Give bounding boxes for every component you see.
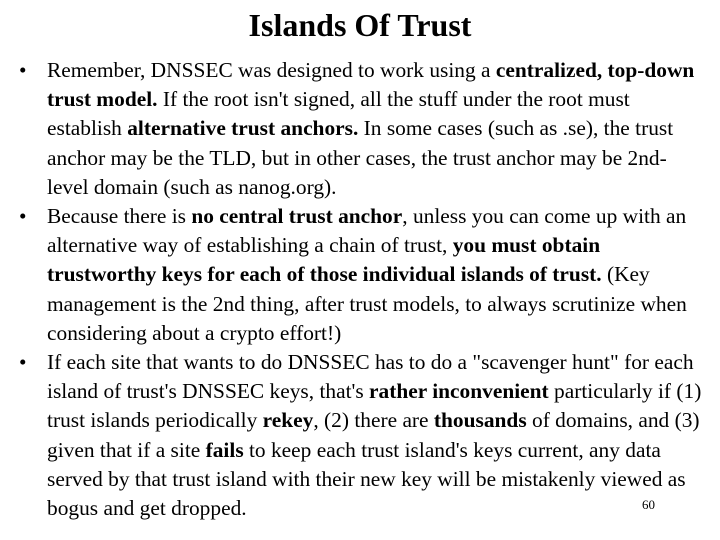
slide-title: Islands Of Trust bbox=[248, 7, 472, 43]
bullet-bold-text: fails bbox=[205, 437, 244, 462]
bullet-bold-text: centralized, top-down trust model. bbox=[47, 58, 695, 112]
bullet-text: to keep each trust island's keys current, any data served by that trust island with their new key will be mistakenly viewed as bogus and get dropped. bbox=[47, 437, 686, 521]
bullet-text: If each site that wants to do DNSSEC has to do a "scavenger hunt" for each island of trust's DNSSEC keys, that's bbox=[47, 350, 694, 404]
bullet-list bbox=[18, 56, 702, 523]
bullet-item bbox=[18, 348, 702, 523]
bullet-bold-text: rekey bbox=[262, 408, 314, 433]
bullet-text: particularly if (1) trust islands periodically bbox=[47, 379, 702, 433]
bullet-bold-text: thousands bbox=[433, 408, 527, 433]
bullet-text: , unless you can come up with an alternative way of establishing a chain of trust, bbox=[47, 204, 687, 258]
bullet-bold-text: rather inconvenient bbox=[369, 379, 549, 404]
bullet-bold-text: you must obtain trustworthy keys for each of those individual islands of trust. bbox=[47, 233, 602, 287]
bullet-marker: • bbox=[19, 204, 27, 229]
bullet-text: If the root isn't signed, all the stuff under the root must establish bbox=[47, 87, 630, 141]
bullet-marker: • bbox=[19, 350, 27, 375]
bullet-text: , (2) there are bbox=[313, 408, 434, 433]
bullet-bold-text: alternative trust anchors. bbox=[127, 116, 359, 141]
bullet-text: In some cases (such as .se), the trust anchor may be the TLD, but in other cases, the trust anchor may be 2nd-level domain (such as nanog.org). bbox=[47, 116, 674, 199]
slide-number: 60 bbox=[642, 497, 655, 512]
bullet-text: Remember, DNSSEC was designed to work using a bbox=[47, 58, 496, 82]
bullet-bold-text: no central trust anchor bbox=[191, 204, 403, 229]
bullet-item bbox=[18, 56, 702, 202]
bullet-item bbox=[18, 202, 702, 348]
bullet-text: of domains, and (3) given that if a site bbox=[47, 408, 700, 462]
bullet-text: Because there is bbox=[47, 204, 192, 229]
bullet-text: (Key management is the 2nd thing, after trust models, to always scrutinize when considering about a crypto effort!) bbox=[47, 262, 687, 345]
bullet-marker: • bbox=[19, 58, 27, 82]
